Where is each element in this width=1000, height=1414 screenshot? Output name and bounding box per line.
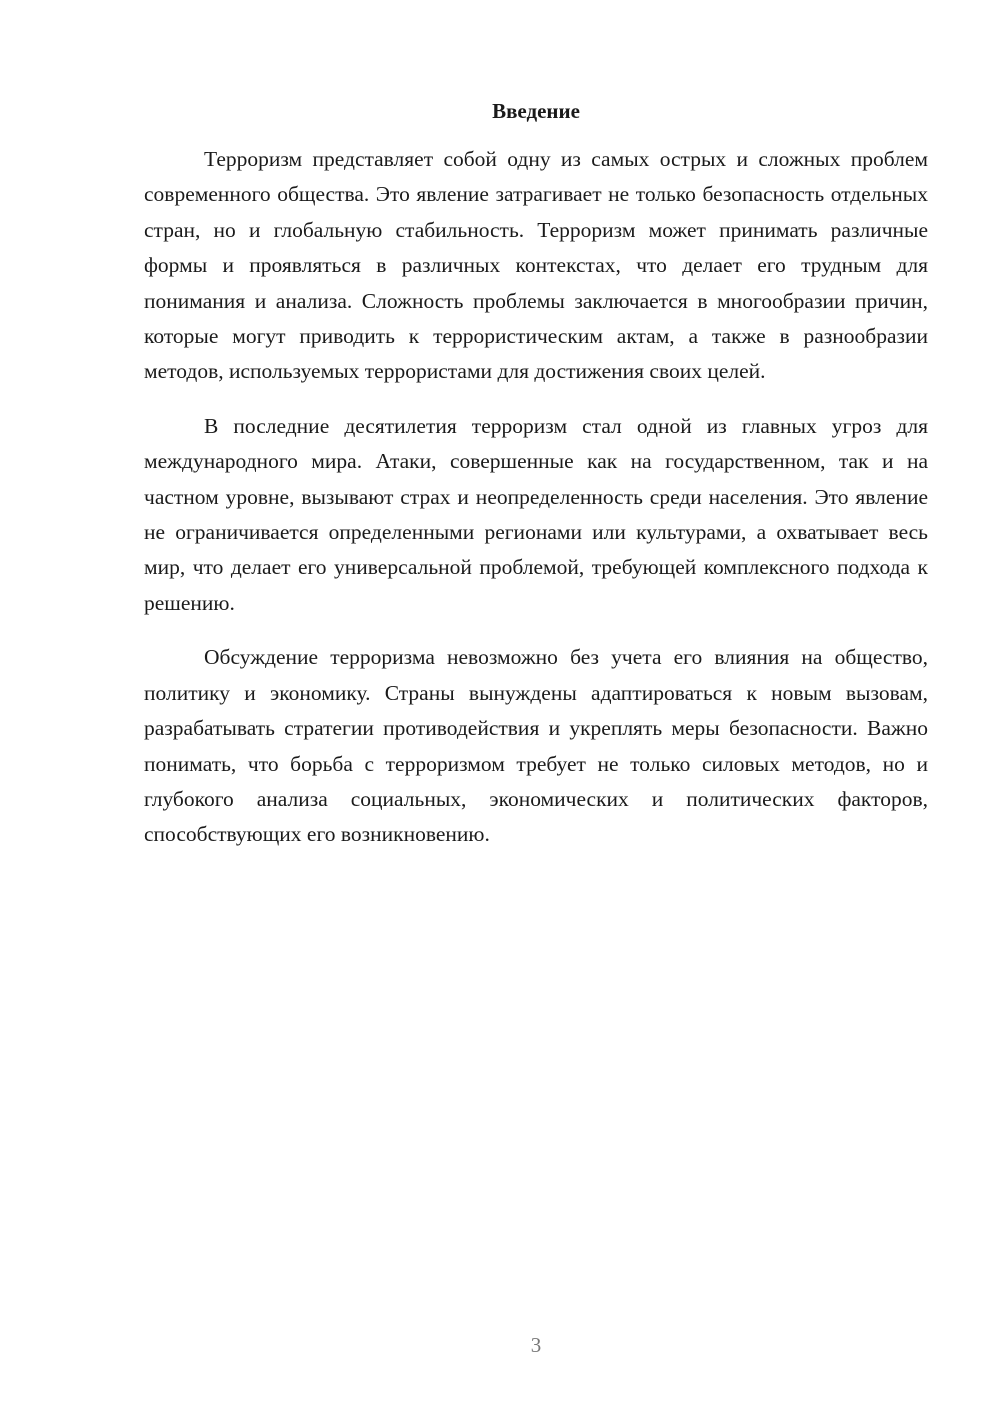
paragraph-1: Терроризм представляет собой одну из самых острых и сложных проблем современного общества. Это явление затрагивает не только безопасность отдельных стран, но и глобальную стабильность. Терроризм может принимать различные формы и проявляться в различных контекстах, что делает его трудным для понимания и анализа. Сложность проблемы заключается в многообразии причин, которые могут приводить к террористическим актам, а также в разнообразии методов, используемых террористами для достижения своих целей. [144,147,928,384]
section-title: Введение [492,99,580,123]
paragraph-3: Обсуждение терроризма невозможно без учета его влияния на общество, политику и экономику. Страны вынуждены адаптироваться к новым вызовам, разрабатывать стратегии противодействия и укреплять меры безопасности. Важно понимать, что борьба с терроризмом требует не только силовых методов, но и глубокого анализа социальных, экономических и политических факторов, способствующих его возникновению. [144,645,928,847]
page-number: 3 [530,1333,542,1357]
body-text [144,142,928,872]
paragraph-2: В последние десятилетия терроризм стал одной из главных угроз для международного мира. Атаки, совершенные как на государственном, так и на частном уровне, вызывают страх и неопределенность среди населения. Это явление не ограничивается определенными регионами или культурами, а охватывает весь мир, что делает его универсальной проблемой, требующей комплексного подхода к решению. [144,413,928,615]
